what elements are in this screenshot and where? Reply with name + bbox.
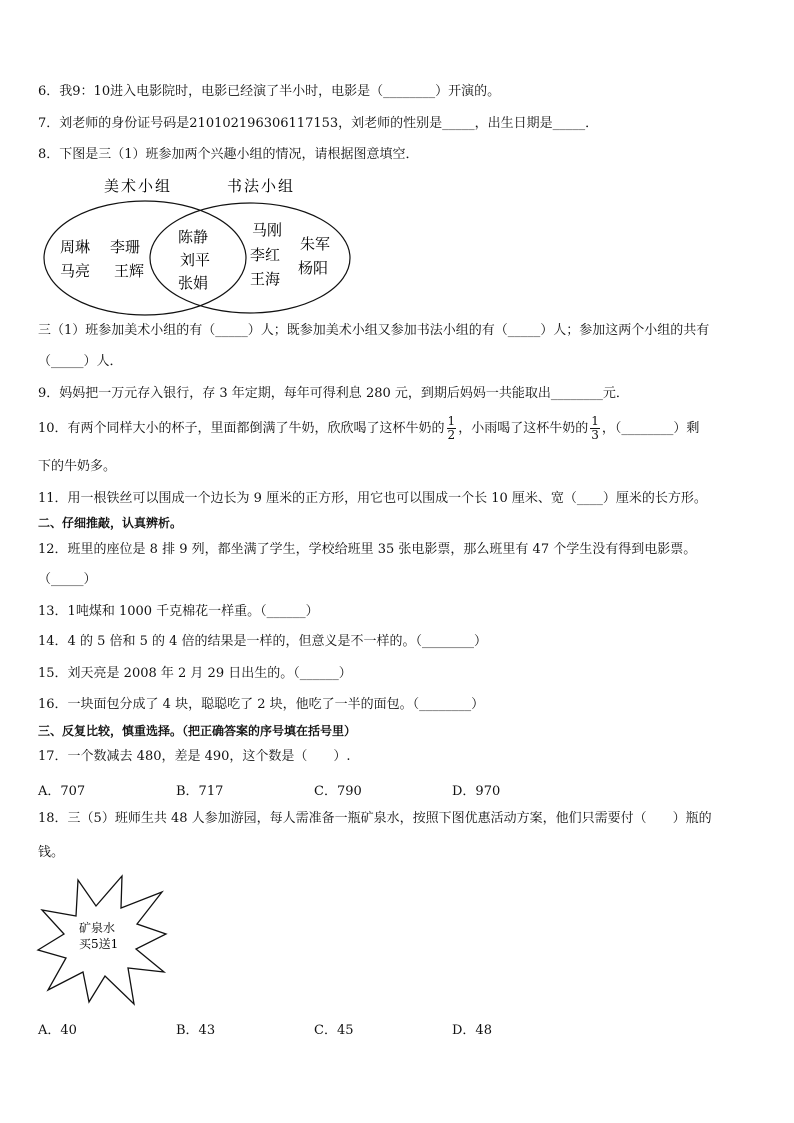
question-10-continued: 下的牛奶多。 <box>38 459 117 474</box>
question-8-text-a: 三（1）班参加美术小组的有（_____）人；既参加美术小组又参加书法小组的有（_____）人；参加这两个小组的共有 <box>38 323 710 338</box>
question-10-part-b: ，小雨喝了这杯牛奶的 <box>458 421 589 436</box>
venn-name: 马亮 <box>60 262 91 280</box>
question-12-answer: （_____） <box>38 572 97 587</box>
question-8-text-b: （_____）人． <box>38 354 123 369</box>
question-10-part-c: ，（________）剩 <box>601 421 700 436</box>
question-12: 12．班里的座位是 8 排 9 列，都坐满了学生，学校给班里 35 张电影票，那么班里有 47 个学生没有得到电影票。 <box>38 542 697 557</box>
venn-name: 张娟 <box>178 274 209 292</box>
question-10 <box>38 414 699 444</box>
fraction-numerator: 1 <box>447 414 456 428</box>
question-13: 13．1吨煤和 1000 千克棉花一样重。（______） <box>38 604 319 619</box>
fraction-denominator: 2 <box>447 428 456 442</box>
venn-name: 刘平 <box>180 251 211 269</box>
option-d: D．970 <box>452 784 501 799</box>
fraction-numerator: 1 <box>591 414 599 428</box>
question-10-part-a: 10．有两个同样大小的杯子，里面都倒满了牛奶，欣欣喝了这杯牛奶的 <box>38 421 445 436</box>
question-17: 17．一个数减去 480，差是 490，这个数是（ ）. <box>38 749 351 764</box>
venn-name: 李珊 <box>110 238 141 256</box>
venn-right-title: 书法小组 <box>227 177 296 195</box>
question-18-continued: 钱。 <box>38 845 65 860</box>
venn-name: 陈静 <box>178 228 209 246</box>
section-2-heading: 二、仔细推敲，认真辨析。 <box>38 516 183 530</box>
option-b: B．717 <box>176 784 224 799</box>
venn-name: 马刚 <box>252 221 283 239</box>
venn-name: 朱军 <box>300 235 331 253</box>
question-15: 15．刘天亮是 2008 年 2 月 29 日出生的。（______） <box>38 666 352 681</box>
question-7: 7．刘老师的身份证号码是210102196306117153，刘老师的性别是_____，出生日期是_____． <box>38 116 599 131</box>
question-11: 11．用一根铁丝可以围成一个边长为 9 厘米的正方形，用它也可以围成一个长 10 厘米、宽（____）厘米的长方形。 <box>38 491 707 506</box>
option-c: C．45 <box>314 1023 354 1038</box>
question-8: 8．下图是三（1）班参加两个兴趣小组的情况，请根据图意填空． <box>38 147 419 162</box>
question-6: 6．我9：10进入电影院时，电影已经演了半小时，电影是（________）开演的。 <box>38 84 501 99</box>
section-3-heading: 三、反复比较，慎重选择。（把正确答案的序号填在括号里） <box>38 724 357 738</box>
venn-name: 李红 <box>250 246 281 264</box>
starburst-promo <box>34 872 170 1008</box>
option-a: A．40 <box>38 1023 77 1038</box>
venn-name: 杨阳 <box>298 259 329 277</box>
starburst-line-2: 买5送1 <box>79 937 119 951</box>
venn-left-title: 美术小组 <box>104 177 173 195</box>
question-9: 9．妈妈把一万元存入银行，存 3 年定期，每年可得利息 280 元，到期后妈妈一共能取出________元． <box>38 386 629 401</box>
starburst-line-1: 矿泉水 <box>79 921 116 935</box>
venn-name: 王辉 <box>114 262 145 280</box>
option-c: C．790 <box>314 784 362 799</box>
fraction-denominator: 3 <box>591 428 599 442</box>
fraction-one-half <box>447 415 457 442</box>
venn-left-ellipse <box>44 201 246 315</box>
option-a: A．707 <box>38 784 86 799</box>
question-14: 14．4 的 5 倍和 5 的 4 倍的结果是一样的，但意义是不一样的。（________） <box>38 634 488 649</box>
question-16: 16．一块面包分成了 4 块，聪聪吃了 2 块，他吃了一半的面包。（________） <box>38 697 485 712</box>
option-b: B．43 <box>176 1023 216 1038</box>
venn-diagram <box>40 172 370 317</box>
venn-name: 王海 <box>250 270 281 288</box>
venn-name: 周琳 <box>60 238 91 256</box>
question-18: 18．三（5）班师生共 48 人参加游园，每人需准备一瓶矿泉水，按照下图优惠活动方案，他们只需要付（ ）瓶的 <box>38 811 712 826</box>
fraction-one-third <box>590 415 600 442</box>
option-d: D．48 <box>452 1023 492 1038</box>
